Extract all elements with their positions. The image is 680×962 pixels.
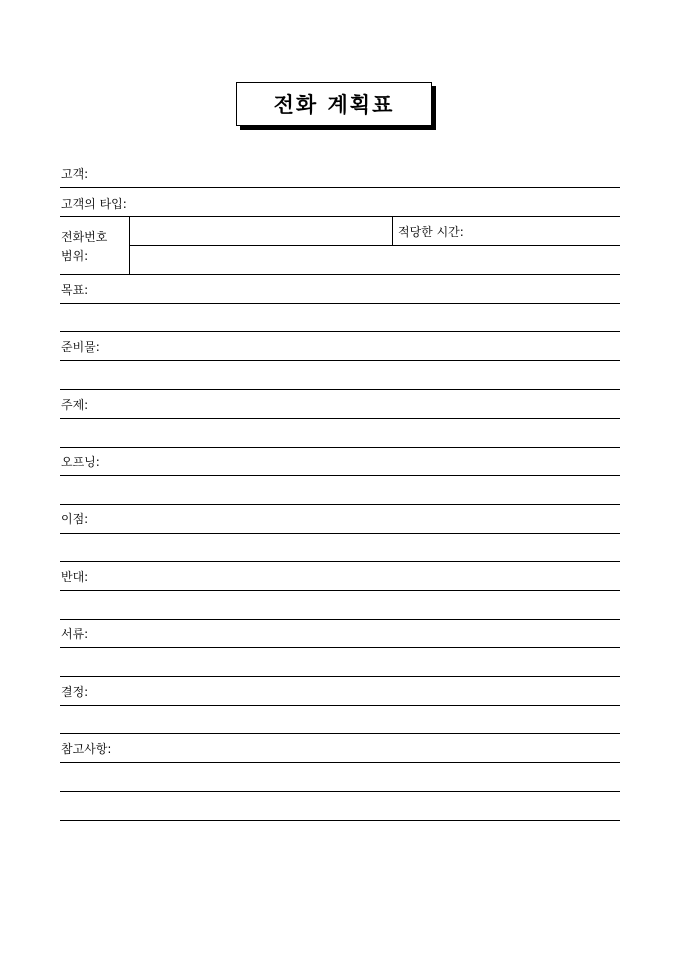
objection-label: 반대: — [61, 570, 89, 584]
phone-row-divider — [129, 245, 620, 246]
page-title: 전화 계획표 — [273, 92, 395, 117]
suitable-time-label: 적당한 시간: — [398, 225, 464, 239]
notes-line-1[interactable] — [60, 762, 620, 763]
phone-label-line2: 범위: — [61, 249, 89, 263]
phone-block-bottom-line — [60, 274, 620, 275]
topic-line-1[interactable] — [60, 418, 620, 419]
benefits-line-2[interactable] — [60, 561, 620, 562]
suitable-time-field[interactable] — [470, 218, 618, 244]
topic-label: 주제: — [61, 398, 89, 412]
decision-line-2[interactable] — [60, 733, 620, 734]
topic-line-2[interactable] — [60, 447, 620, 448]
documents-line-1[interactable] — [60, 647, 620, 648]
phone-number-field[interactable] — [131, 218, 390, 244]
decision-label: 결정: — [61, 685, 89, 699]
benefits-label: 이점: — [61, 512, 89, 526]
range-field[interactable] — [131, 247, 618, 273]
goal-label: 목표: — [61, 283, 89, 297]
benefits-line-1[interactable] — [60, 533, 620, 534]
objection-line-2[interactable] — [60, 619, 620, 620]
opening-line-2[interactable] — [60, 504, 620, 505]
documents-line-2[interactable] — [60, 676, 620, 677]
materials-line-2[interactable] — [60, 389, 620, 390]
goal-line-2[interactable] — [60, 331, 620, 332]
notes-line-3[interactable] — [60, 820, 620, 821]
customer-label: 고객: — [61, 167, 89, 181]
goal-line-1[interactable] — [60, 303, 620, 304]
customer-type-label: 고객의 타입: — [61, 197, 127, 211]
objection-line-1[interactable] — [60, 590, 620, 591]
notes-line-2[interactable] — [60, 791, 620, 792]
decision-line-1[interactable] — [60, 705, 620, 706]
title-box — [236, 82, 432, 126]
notes-label: 참고사항: — [61, 742, 112, 756]
materials-label: 준비물: — [61, 340, 100, 354]
customer-field-line[interactable] — [60, 187, 620, 188]
documents-label: 서류: — [61, 627, 89, 641]
materials-line-1[interactable] — [60, 360, 620, 361]
customer-type-field-line[interactable] — [60, 216, 620, 217]
opening-label: 오프닝: — [61, 455, 100, 469]
time-cell-divider — [392, 216, 393, 245]
opening-line-1[interactable] — [60, 475, 620, 476]
phone-label-line1: 전화번호 — [61, 230, 108, 244]
